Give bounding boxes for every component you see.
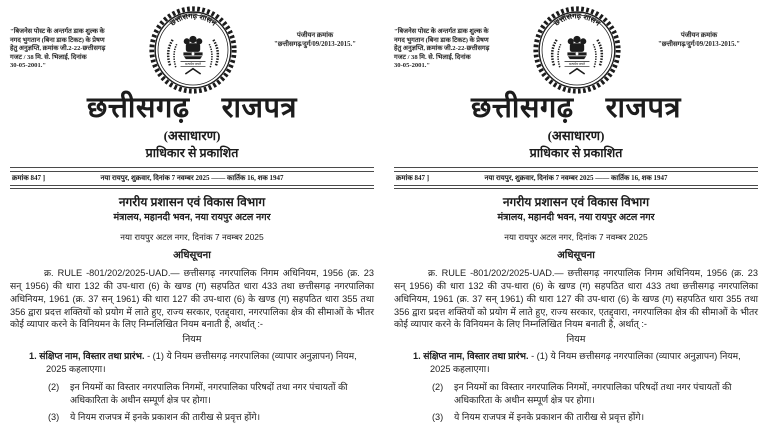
postal-license-line: "बिजनेस पोस्ट के अन्तर्गत डाक शुल्क के [394,28,489,35]
gazette-title-word: राजपत्र [605,92,681,124]
subrule-number: (3) [48,412,60,423]
notification-heading: अधिसूचना [173,250,211,262]
rule-title: संक्षिप्त नाम, विस्तार तथा प्रारंभ. [39,351,145,362]
gazette-subtitle-authority: प्राधिकार से प्रकाशित [529,146,623,160]
department-address: मंत्रालय, महानदी भवन, नया रायपुर अटल नगर [113,212,271,224]
gazette-page [384,0,768,431]
rules-heading: नियम [182,334,202,346]
postal-license-line: हेतु अनुज्ञप्ति, क्रमांक जी.2-22-छत्तीसगढ़ [394,45,490,53]
postal-license-line: गजट / 38 मि. से. भिलाई, दिनांक [394,53,471,61]
lion-capital-icon [567,36,586,59]
subrule-text: इन नियमों का विस्तार नगरपालिक निगमों, नगरपालिका परिषदों तथा नगर पंचायतों की अधिकारिता के अधीन सम्पूर्ण क्षेत्र पर होगा। [70,381,348,405]
state-emblem-icon [147,4,239,96]
notification-body [10,267,374,331]
rule-subitem-3 [394,411,758,424]
issue-line [10,172,374,185]
notification-text: — छत्तीसगढ़ नगरपालिक निगम अधिनियम, 1956 (क्र. 23 सन् 1956) की धारा 132 की उप-धारा (6) के खण्ड (ग) सहपठित धारा 433 तथा छत्तीसगढ़ नगरपालिका अधिनियम, 1961 (क्र. 37 सन् 1961) की धारा 127 की उप-धारा (6) के खण्ड (ग) सहपठित धारा 355 तथा 356 द्वारा प्रदत्त शक्तियों को प्रयोग में लाते हुए, राज्य सरकार, एतद्द्वारा, नगरपालिका क्षेत्र की सीमाओं के भीतर कोई व्यापार करने के विनियमन के लिए निम्नलिखित नियम बनाती है, अर्थात् :- [10,268,374,330]
issue-number: क्रमांक 847 ] [396,173,430,182]
notification-heading: अधिसूचना [557,250,595,262]
notification-dateline: नया रायपुर अटल नगर, दिनांक 7 नवम्बर 2025 [504,232,648,243]
rule-subitem-3 [10,411,374,424]
notification-text: — छत्तीसगढ़ नगरपालिक निगम अधिनियम, 1956 (क्र. 23 सन् 1956) की धारा 132 की उप-धारा (6) के खण्ड (ग) सहपठित धारा 433 तथा छत्तीसगढ़ नगरपालिका अधिनियम, 1961 (क्र. 37 सन् 1961) की धारा 127 की उप-धारा (6) के खण्ड (ग) सहपठित धारा 355 तथा 356 द्वारा प्रदत्त शक्तियों को प्रयोग में लाते हुए, राज्य सरकार, एतद्द्वारा, नगरपालिका क्षेत्र की सीमाओं के भीतर कोई व्यापार करने के विनियमन के लिए निम्नलिखित नियम बनाती है, अर्थात् :- [394,268,758,330]
gazette-title-word: छत्तीसगढ़ [86,92,190,124]
notification-dateline: नया रायपुर अटल नगर, दिनांक 7 नवम्बर 2025 [120,232,264,243]
department-name: नगरीय प्रशासन एवं विकास विभाग [502,195,650,210]
gazette-subtitle-authority: प्राधिकार से प्रकाशित [145,146,239,160]
notification-ref: क्र. RULE -801/202/2025-UAD. [44,268,171,279]
issue-date-line: नया रायपुर, शुक्रवार, दिनांक 7 नवम्बर 2025 —— कार्तिक 16, शक 1947 [100,173,284,182]
registration-label: पंजीयन क्रमांक [680,32,718,39]
lion-capital-icon [183,36,202,59]
postal-license-line: हेतु अनुज्ञप्ति, क्रमांक जी.2-22-छत्तीसगढ़ [10,45,106,53]
subrule-text: इन नियमों का विस्तार नगरपालिक निगमों, नगरपालिका परिषदों तथा नगर पंचायतों की अधिकारिता के अधीन सम्पूर्ण क्षेत्र पर होगा। [454,381,732,405]
registration-number-note [640,31,758,49]
seal-motto-text: सत्यमेव जयते [185,61,201,66]
gazette-title [10,92,374,124]
postal-license-line: गजट / 38 मि. से. भिलाई, दिनांक [10,53,87,61]
subrule-text: ये नियम राजपत्र में इनके प्रकाशन की तारीख से प्रवृत्त होंगे। [454,412,645,423]
page-header [394,4,758,96]
issue-date-line: नया रायपुर, शुक्रवार, दिनांक 7 नवम्बर 2025 —— कार्तिक 16, शक 1947 [484,173,668,182]
gazette-subtitle-extraordinary: (असाधारण) [547,128,605,143]
notification-ref: क्र. RULE -801/202/2025-UAD. [428,268,555,279]
subrule-number: (2) [432,381,444,392]
divider-double-rule [10,185,374,190]
registration-label: पंजीयन क्रमांक [296,32,334,39]
gazette-title-word: छत्तीसगढ़ [470,92,574,124]
divider-double-rule [394,185,758,190]
registration-value: "छत्तीसगढ़/दुर्ग/09/2013-2015." [657,41,741,48]
department-name: नगरीय प्रशासन एवं विकास विभाग [118,195,266,210]
rule-subitem-2 [394,381,758,407]
postal-license-note [394,28,514,71]
subrule-number: (2) [48,381,60,392]
seal-motto-text: सत्यमेव जयते [569,61,585,66]
postal-license-line: "बिजनेस पोस्ट के अन्तर्गत डाक शुल्क के [10,28,105,35]
gazette-subtitle-extraordinary: (असाधारण) [163,128,221,143]
postal-license-line: नगद भुगतान (बिना डाक टिकट) के प्रेषण [394,36,489,44]
notification-body [394,267,758,331]
postal-license-line: नगद भुगतान (बिना डाक टिकट) के प्रेषण [10,36,105,44]
rule-title: संक्षिप्त नाम, विस्तार तथा प्रारंभ. [423,351,529,362]
postal-license-line: 30-05-2001." [10,62,47,70]
gazette-title-word: राजपत्र [221,92,297,124]
rule-item-1 [10,350,374,376]
subrule-text: ये नियम राजपत्र में इनके प्रकाशन की तारीख से प्रवृत्त होंगे। [70,412,261,423]
registration-number-note [256,31,374,49]
rules-heading: नियम [566,334,586,346]
rule-number: 1. [413,351,421,362]
chhattisgarh-seal-icon [147,4,239,96]
subrule-number: (3) [432,412,444,423]
state-emblem-icon [531,4,623,96]
rule-text: - (1) ये नियम छत्तीसगढ़ नगरपालिका (व्यापार अनुज्ञापन) नियम, 2025 कहलाएगा। [430,351,741,374]
postal-license-note [10,28,130,71]
rule-number: 1. [29,351,37,362]
rule-item-1 [394,350,758,376]
issue-line [394,172,758,185]
seal-top-text: छत्तीसगढ़ शासन [168,11,218,28]
registration-value: "छत्तीसगढ़/दुर्ग/09/2013-2015." [273,41,357,48]
department-address: मंत्रालय, महानदी भवन, नया रायपुर अटल नगर [497,212,655,224]
page-header [10,4,374,96]
seal-top-text: छत्तीसगढ़ शासन [552,11,602,28]
gazette-title [394,92,758,124]
rule-text: - (1) ये नियम छत्तीसगढ़ नगरपालिका (व्यापार अनुज्ञापन) नियम, 2025 कहलाएगा। [46,351,357,374]
issue-number: क्रमांक 847 ] [12,173,46,182]
chhattisgarh-seal-icon [531,4,623,96]
postal-license-line: 30-05-2001." [394,62,431,70]
rule-subitem-2 [10,381,374,407]
